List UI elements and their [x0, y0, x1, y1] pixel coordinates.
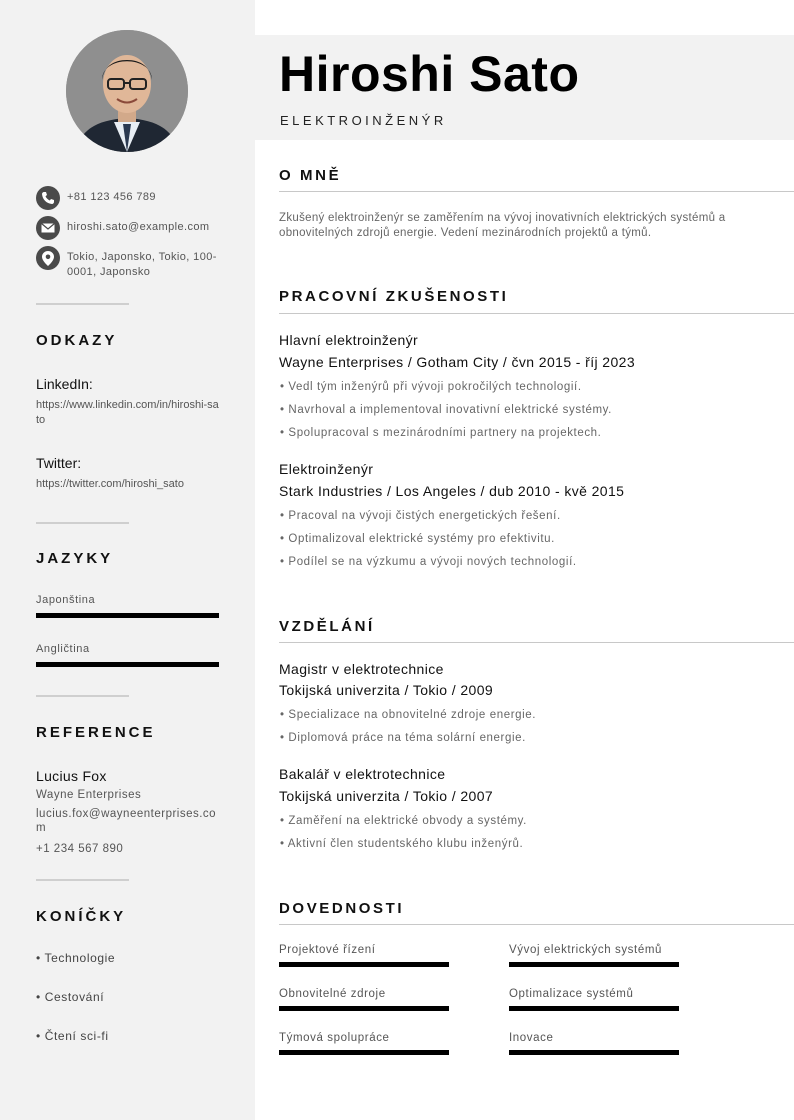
- avatar: [66, 30, 188, 152]
- job-bullet: • Podílel se na výzkumu a vývoji nových technologií.: [280, 556, 577, 568]
- edu-bullet: • Zaměření na elektrické obvody a systémy.: [280, 815, 527, 827]
- languages-heading: JAZYKY: [36, 550, 114, 567]
- job-bullet: • Pracoval na vývoji čistých energetických řešení.: [280, 510, 561, 522]
- contact-phone: [36, 186, 217, 210]
- contact-address: [36, 246, 217, 280]
- hobby-item: • Čtení sci-fi: [36, 1029, 109, 1043]
- skill-name: Vývoj elektrických systémů: [509, 944, 662, 956]
- language-english: Angličtina: [36, 643, 90, 655]
- skill-level-bar: [509, 1050, 679, 1055]
- skill-name: Týmová spolupráce: [279, 1032, 390, 1044]
- job-org: Wayne Enterprises / Gotham City / čvn 2015 - říj 2023: [279, 354, 636, 370]
- twitter-label: Twitter:: [36, 455, 82, 471]
- job-bullet: • Navrhoval a implementoval inovativní elektrické systémy.: [280, 404, 612, 416]
- reference-company: Wayne Enterprises: [36, 789, 142, 801]
- edu-bullet: • Aktivní člen studentského klubu inženýrů.: [280, 838, 524, 850]
- language-level-bar: [36, 662, 219, 667]
- email-text: hiroshi.sato@example.com: [67, 221, 210, 233]
- sidebar-divider: [36, 879, 129, 881]
- skill-level-bar: [279, 962, 449, 967]
- about-text: Zkušený elektroinženýr se zaměřením na vývoj inovativních elektrických systémů a obnovitelných zdrojů energie. Vedení mezinárodních projektů a týmů.: [279, 212, 726, 239]
- edu-degree: Bakalář v elektrotechnice: [279, 766, 446, 782]
- person-title: ELEKTROINŽENÝR: [280, 113, 447, 128]
- skill-name: Obnovitelné zdroje: [279, 988, 386, 1000]
- skills-heading: DOVEDNOSTI: [279, 900, 405, 917]
- contact-email: [36, 216, 217, 240]
- edu-school: Tokijská univerzita / Tokio / 2007: [279, 788, 494, 804]
- hobby-item: • Technologie: [36, 951, 116, 965]
- references-heading: REFERENCE: [36, 724, 156, 741]
- phone-text: +81 123 456 789: [67, 191, 156, 203]
- skill-level-bar: [279, 1006, 449, 1011]
- job-bullet: • Vedl tým inženýrů při vývoji pokročilých technologií.: [280, 381, 582, 393]
- location-pin-icon: [36, 246, 60, 270]
- edu-bullet: • Specializace na obnovitelné zdroje energie.: [280, 709, 537, 721]
- edu-bullet: • Diplomová práce na téma solární energie.: [280, 732, 526, 744]
- job-role: Elektroinženýr: [279, 461, 374, 477]
- skill-level-bar: [509, 962, 679, 967]
- address-text: Tokio, Japonsko, Tokio, 100-0001, Japonsko: [67, 251, 217, 278]
- about-heading: O MNĚ: [279, 167, 342, 184]
- links-heading: ODKAZY: [36, 332, 118, 349]
- hobbies-heading: KONÍČKY: [36, 908, 127, 925]
- skill-name: Optimalizace systémů: [509, 988, 634, 1000]
- reference-phone: +1 234 567 890: [36, 843, 124, 855]
- skill-name: Inovace: [509, 1032, 554, 1044]
- hobby-item: • Cestování: [36, 990, 105, 1004]
- skill-level-bar: [509, 1006, 679, 1011]
- language-level-bar: [36, 613, 219, 618]
- twitter-link[interactable]: https://twitter.com/hiroshi_sato: [36, 478, 184, 490]
- section-rule: [279, 313, 794, 314]
- experience-heading: PRACOVNÍ ZKUŠENOSTI: [279, 288, 509, 305]
- skill-name: Projektové řízení: [279, 944, 376, 956]
- edu-degree: Magistr v elektrotechnice: [279, 661, 444, 677]
- job-bullet: • Spolupracoval s mezinárodními partnery na projektech.: [280, 427, 602, 439]
- job-role: Hlavní elektroinženýr: [279, 332, 419, 348]
- reference-email[interactable]: lucius.fox@wayneenterprises.com: [36, 808, 217, 834]
- language-japanese: Japonština: [36, 594, 96, 606]
- section-rule: [279, 924, 794, 925]
- job-bullet: • Optimalizoval elektrické systémy pro efektivitu.: [280, 533, 555, 545]
- envelope-icon: [36, 216, 60, 240]
- edu-school: Tokijská univerzita / Tokio / 2009: [279, 682, 494, 698]
- section-rule: [279, 642, 794, 643]
- section-rule: [279, 191, 794, 192]
- reference-name: Lucius Fox: [36, 768, 107, 784]
- job-org: Stark Industries / Los Angeles / dub 2010 - kvě 2015: [279, 483, 625, 499]
- linkedin-link[interactable]: https://www.linkedin.com/in/hiroshi-sato: [36, 399, 219, 426]
- sidebar-divider: [36, 695, 129, 697]
- person-name: Hiroshi Sato: [279, 46, 580, 102]
- sidebar-divider: [36, 303, 129, 305]
- linkedin-label: LinkedIn:: [36, 376, 93, 392]
- phone-icon: [36, 186, 60, 210]
- sidebar-divider: [36, 522, 129, 524]
- skill-level-bar: [279, 1050, 449, 1055]
- education-heading: VZDĚLÁNÍ: [279, 618, 375, 635]
- portrait-photo: [66, 30, 188, 152]
